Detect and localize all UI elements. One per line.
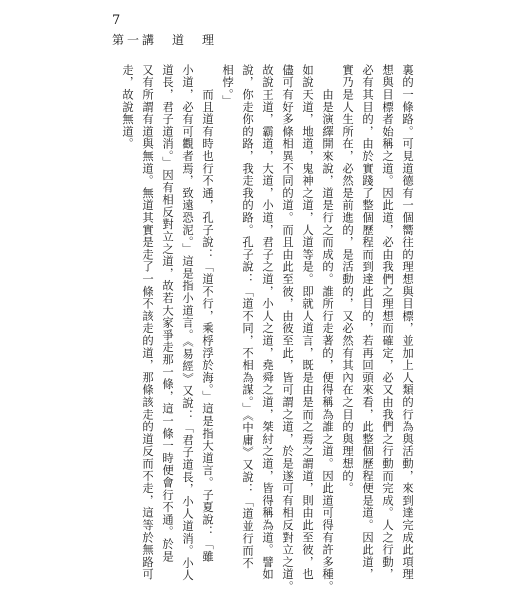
- text-column: 說，你走你的路，我走我的路。孔子說：「道不同，不相為謀。」《中庸》又說：「道並行而不: [241, 64, 254, 570]
- body-text: [118, 64, 414, 593]
- text-column: 走，故說無道。: [121, 64, 134, 151]
- text-column: 由是演繹開來說，道是行之而成的。誰所行走著的，便得稱為誰之道。因此道可得有許多種。: [321, 64, 334, 593]
- text-column: 儘可有好多條相異不同的道。而且由此至彼，由彼至此，皆可謂之道，於是遂可有相反對立之道。: [281, 64, 294, 593]
- text-column: 故說王道，霸道，大道，小道，君子之道，小人之道，堯舜之道，桀紂之道，皆得稱為道。譬如: [261, 64, 274, 581]
- text-column: 而且道有時也行不通，孔子說：「道不行，乘桴浮於海。」這是指大道言。子夏說：「雖: [201, 64, 214, 563]
- running-header: 第一講 道 理: [112, 33, 218, 47]
- text-column: 相悖。」: [221, 64, 234, 108]
- text-column: 裏的一條路。可見道德有一個嚮往的理想與目標，並加上人類的行為與活動，來到達完成此項理: [401, 64, 414, 581]
- text-column: 小道，必有可觀者焉，致遠恐泥。」這是指小道言。《易經》又說：「君子道長，小人道消。小人: [181, 64, 194, 582]
- text-column: 又有所謂有道與無道。無道其實是走了一條不該走的道，那條該走的道反而不走，這等於無路可: [141, 64, 154, 581]
- text-column: 想與目標者始稱之道。因此道，必由我們之理想而確定，必又由我們之行動而完成。人之行動，: [381, 64, 394, 581]
- text-column: 實乃是人生所在，必然是前進的，是活動的，又必然有其內在之目的與理想的。: [341, 64, 354, 495]
- page-number: 7: [112, 13, 121, 28]
- text-column: 必有其目的，由於實踐了整個歷程而到達此目的，若再回頭來看，此整個歷程便是道。因此道，: [361, 64, 374, 581]
- text-column: 如說天道，地道，鬼神之道，人道等是。即就人道言，既是由是而之焉之謂道，則由此至彼，也: [301, 64, 314, 581]
- text-column: 道長，君子道消。」因有相反對立之道，故若大家爭走那一條，這一條一時便會行不通。於是: [161, 64, 174, 563]
